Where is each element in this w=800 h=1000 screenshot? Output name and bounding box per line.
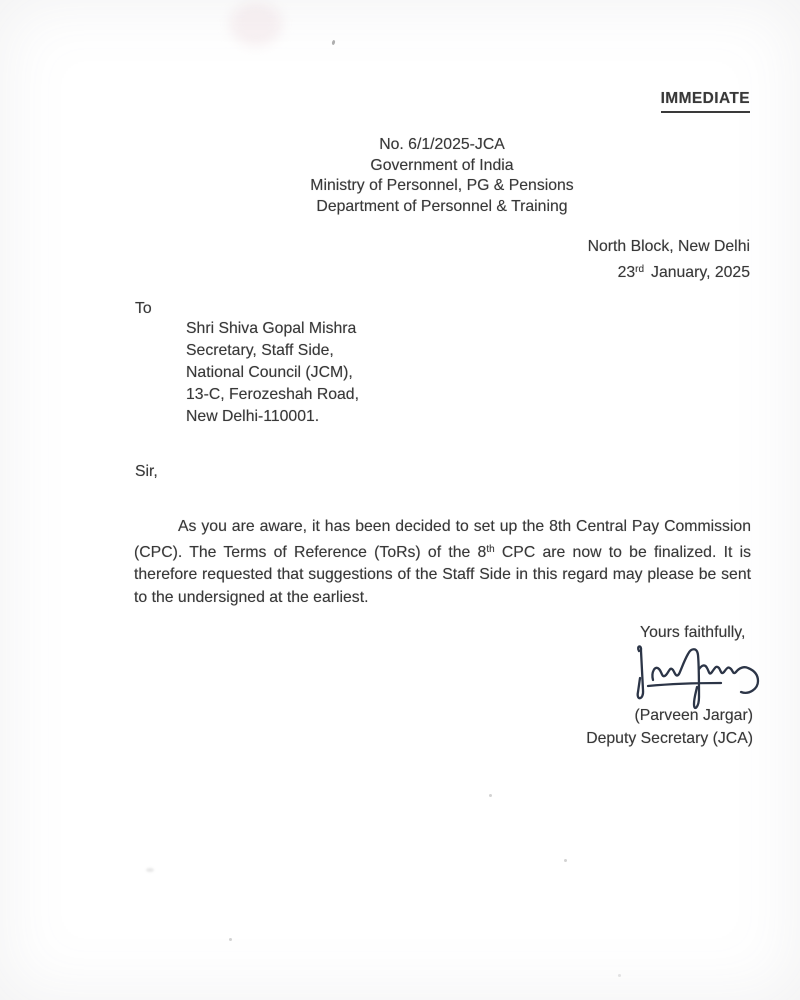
reference-number: No. 6/1/2025-JCA [379,136,505,153]
date-rest: January, 2025 [651,263,750,281]
scan-artifact-speck [331,40,335,46]
place-line: North Block, New Delhi [587,238,750,255]
letterhead [135,135,749,217]
recipient-title: Secretary, Staff Side, [186,342,334,359]
scan-artifact-speck [489,794,492,797]
signature-stroke-crossbar [648,683,721,686]
signature-stroke-vertical [638,646,643,698]
recipient-address [186,318,359,428]
scan-artifact-smudge [230,2,282,46]
date-ordinal: rd [635,263,645,275]
recipient-city: New Delhi-110001. [186,408,320,425]
salutation: Sir, [135,463,158,480]
org-department: Department of Personnel & Training [316,197,568,215]
signatory-designation: Deputy Secretary (JCA) [586,729,753,747]
signatory-name: (Parveen Jargar) [634,707,753,724]
handwritten-signature-icon [627,641,765,715]
date-line [588,259,750,285]
recipient-street: 13-C, Ferozeshah Road, [186,386,359,403]
signatory-block [586,705,753,750]
priority-label: IMMEDIATE [661,88,750,113]
scan-artifact-speck [564,859,567,862]
org-ministry: Ministry of Personnel, PG & Pensions [310,177,574,194]
scan-artifact-speck [618,974,621,977]
closing-phrase: Yours faithfully, [640,624,746,641]
body-superscript: th [486,543,495,555]
body-text-part1: As you are aware, it has been decided to set up the 8th Central Pay Commission (CPC). The Terms of Reference (ToRs) of the 8 [134,517,751,561]
recipient-org: National Council (JCM), [186,364,353,381]
date-day: 23 [617,263,636,281]
signature-stroke-tail [699,665,758,692]
dateline [588,236,750,284]
org-country: Government of India [370,156,514,174]
body-text-part2: CPC are now to be finalized. It is therefore requested that suggestions of the Staff Side in this regard may please be sent to the undersigned at the earliest. [134,543,751,607]
recipient-label: To [135,300,152,317]
scan-artifact-speck [146,868,154,872]
letter-body [134,516,751,610]
scan-artifact-speck [229,938,232,941]
recipient-name: Shri Shiva Gopal Mishra [186,320,357,337]
signature-stroke-main [652,649,699,708]
